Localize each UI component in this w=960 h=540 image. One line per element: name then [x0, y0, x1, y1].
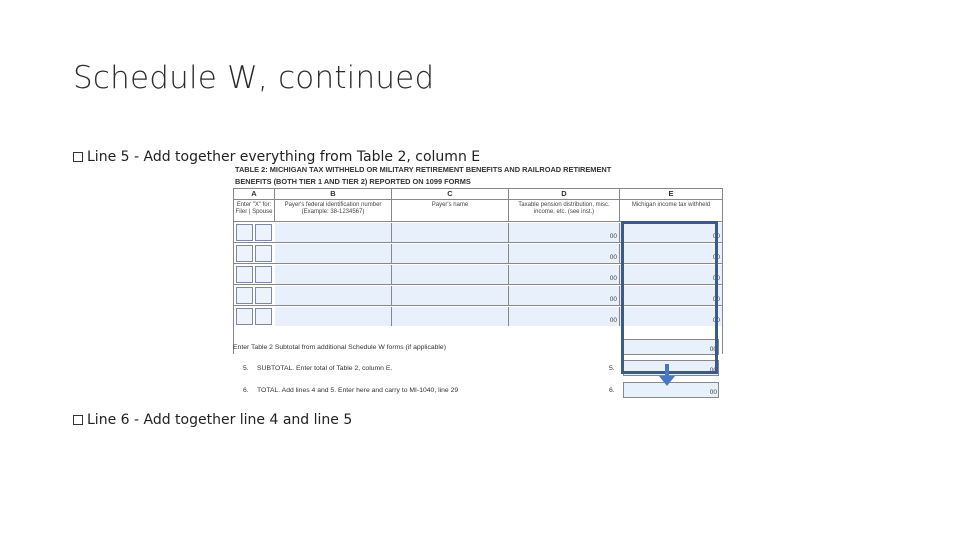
tax-withheld-field[interactable]: 00 [620, 223, 722, 242]
distribution-field[interactable]: 00 [509, 286, 620, 305]
payer-name-field[interactable] [392, 265, 509, 284]
filer-checkbox[interactable] [236, 266, 253, 283]
payer-id-field[interactable] [275, 286, 392, 305]
line-5-field[interactable]: 00 [623, 360, 719, 376]
column-a-header: A Enter "X" for: Filer | Spouse [234, 189, 275, 221]
slide-title: Schedule W, continued [73, 60, 435, 96]
additional-subtotal-field[interactable]: 00 [623, 339, 719, 355]
spouse-checkbox[interactable] [255, 287, 272, 304]
payer-name-field[interactable] [392, 244, 509, 263]
spouse-checkbox[interactable] [255, 266, 272, 283]
filer-checkbox[interactable] [236, 308, 253, 325]
filer-checkbox[interactable] [236, 287, 253, 304]
tax-withheld-field[interactable]: 00 [620, 286, 722, 305]
column-e-highlight-box [621, 221, 718, 374]
line-6-field[interactable]: 00 [623, 382, 719, 398]
distribution-field[interactable]: 00 [509, 244, 620, 263]
payer-id-field[interactable] [275, 307, 392, 326]
down-arrow-head-icon [659, 376, 675, 386]
payer-id-field[interactable] [275, 265, 392, 284]
column-e-header: E Michigan income tax withheld [620, 189, 722, 221]
column-b-header: B Payer's federal identification number (Example: 38-1234567) [275, 189, 392, 221]
column-c-header: C Payer's name [392, 189, 509, 221]
tax-withheld-field[interactable]: 00 [620, 307, 722, 326]
filer-checkbox[interactable] [236, 245, 253, 262]
payer-name-field[interactable] [392, 286, 509, 305]
payer-name-field[interactable] [392, 223, 509, 242]
bullet-text: Line 5 - Add together everything from Table 2, column E [87, 149, 481, 165]
bullet-line-6 [73, 412, 352, 428]
form-title: TABLE 2: MICHIGAN TAX WITHHELD OR MILITARY RETIREMENT BENEFITS AND RAILROAD RETIREMENT [235, 165, 612, 174]
spouse-checkbox[interactable] [255, 224, 272, 241]
tax-withheld-field[interactable]: 00 [620, 244, 722, 263]
checkbox-bullet-icon [73, 152, 83, 162]
filer-checkbox[interactable] [236, 224, 253, 241]
bullet-text: Line 6 - Add together line 4 and line 5 [87, 412, 353, 428]
form-subtitle: BENEFITS (BOTH TIER 1 AND TIER 2) REPORTED ON 1099 FORMS [235, 177, 471, 186]
spouse-checkbox[interactable] [255, 308, 272, 325]
schedule-w-table-2: TABLE 2: MICHIGAN TAX WITHHELD OR MILITARY RETIREMENT BENEFITS AND RAILROAD RETIREMENT BENEFITS (BOTH TIER 1 AND TIER 2) REPORTED ON 1099 FORMS A Enter "X" for: Filer | Spouse B Payer's federal identification number (Example: 38-1234567) C Payer's name D Taxable pension distribution, misc. income, etc. (see inst.) E Michigan income tax withheld 00 00 00 00 00 00 00 00 00 00 Enter Table 2 Subtotal from additional Schedule W forms (if applicable) 00 5. SUBTOTAL. Enter total of Table 2, column E. 5. 00 6. TOTAL. Add lines 4 and 5. Enter here and carry to MI-1040, line 29 6. 00 [233, 163, 721, 398]
distribution-field[interactable]: 00 [509, 307, 620, 326]
tax-withheld-field[interactable]: 00 [620, 265, 722, 284]
distribution-field[interactable]: 00 [509, 223, 620, 242]
payer-name-field[interactable] [392, 307, 509, 326]
payer-id-field[interactable] [275, 244, 392, 263]
checkbox-bullet-icon [73, 415, 83, 425]
distribution-field[interactable]: 00 [509, 265, 620, 284]
spouse-checkbox[interactable] [255, 245, 272, 262]
column-d-header: D Taxable pension distribution, misc. income, etc. (see inst.) [509, 189, 620, 221]
payer-id-field[interactable] [275, 223, 392, 242]
